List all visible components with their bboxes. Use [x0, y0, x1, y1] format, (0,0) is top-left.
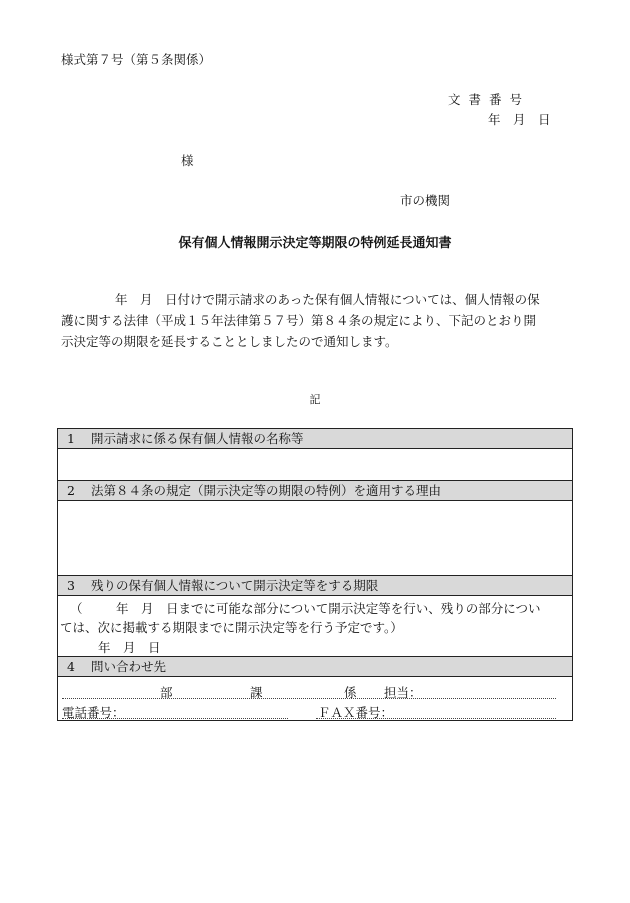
section-2-header: 2 法第８４条の規定（開示決定等の期限の特例）を適用する理由: [58, 481, 572, 501]
body-line-1: 年 月 日付けで開示請求のあった保有個人情報については、個人情報の保: [115, 292, 540, 307]
section-3-paren: （: [70, 601, 83, 616]
fax-number-label: ＦＡＸ番号：: [318, 705, 394, 720]
notice-body: [61, 289, 576, 352]
section-4-content: [58, 677, 572, 720]
contact-section: 課: [250, 685, 263, 700]
section-3-content: [58, 596, 572, 657]
section-1-content: [58, 449, 572, 481]
sender-label: 市の機関: [400, 193, 451, 208]
body-line-3: 示決定等の期限を延長することとしましたので通知します。: [61, 334, 398, 349]
fax-line-dots: [316, 718, 556, 719]
details-table: [57, 428, 573, 721]
section-3-line-1: 年 月 日までに可能な部分について開示決定等を行い、残りの部分につい: [116, 601, 541, 616]
section-4-header: 4 問い合わせ先: [58, 657, 572, 677]
contact-unit: 係: [344, 685, 357, 700]
phone-number-label: 電話番号：: [62, 705, 125, 720]
ki-heading: 記: [309, 393, 321, 406]
contact-line-1-dots: [62, 698, 556, 699]
contact-department: 部: [160, 685, 173, 700]
issue-date-label: 年 月 日: [488, 112, 551, 127]
section-3-date: 年 月 日: [98, 640, 161, 655]
section-2-content: [58, 501, 572, 576]
contact-person-label: 担当：: [384, 685, 422, 700]
body-line-2: 護に関する法律（平成１５年法律第５７号）第８４条の規定により、下記のとおり開: [61, 313, 537, 328]
form-number: 様式第７号（第５条関係）: [61, 52, 212, 67]
document-number-label: 文書番号: [448, 92, 531, 107]
section-3-header: 3 残りの保有個人情報について開示決定等をする期限: [58, 576, 572, 596]
phone-line-dots: [62, 718, 288, 719]
section-3-line-2: ては、次に掲載する期限までに開示決定等を行う予定です。）: [60, 620, 403, 635]
section-1-header: 1 開示請求に係る保有個人情報の名称等: [58, 429, 572, 449]
addressee-honorific: 様: [181, 153, 194, 168]
document-title: 保有個人情報開示決定等期限の特例延長通知書: [178, 236, 452, 251]
